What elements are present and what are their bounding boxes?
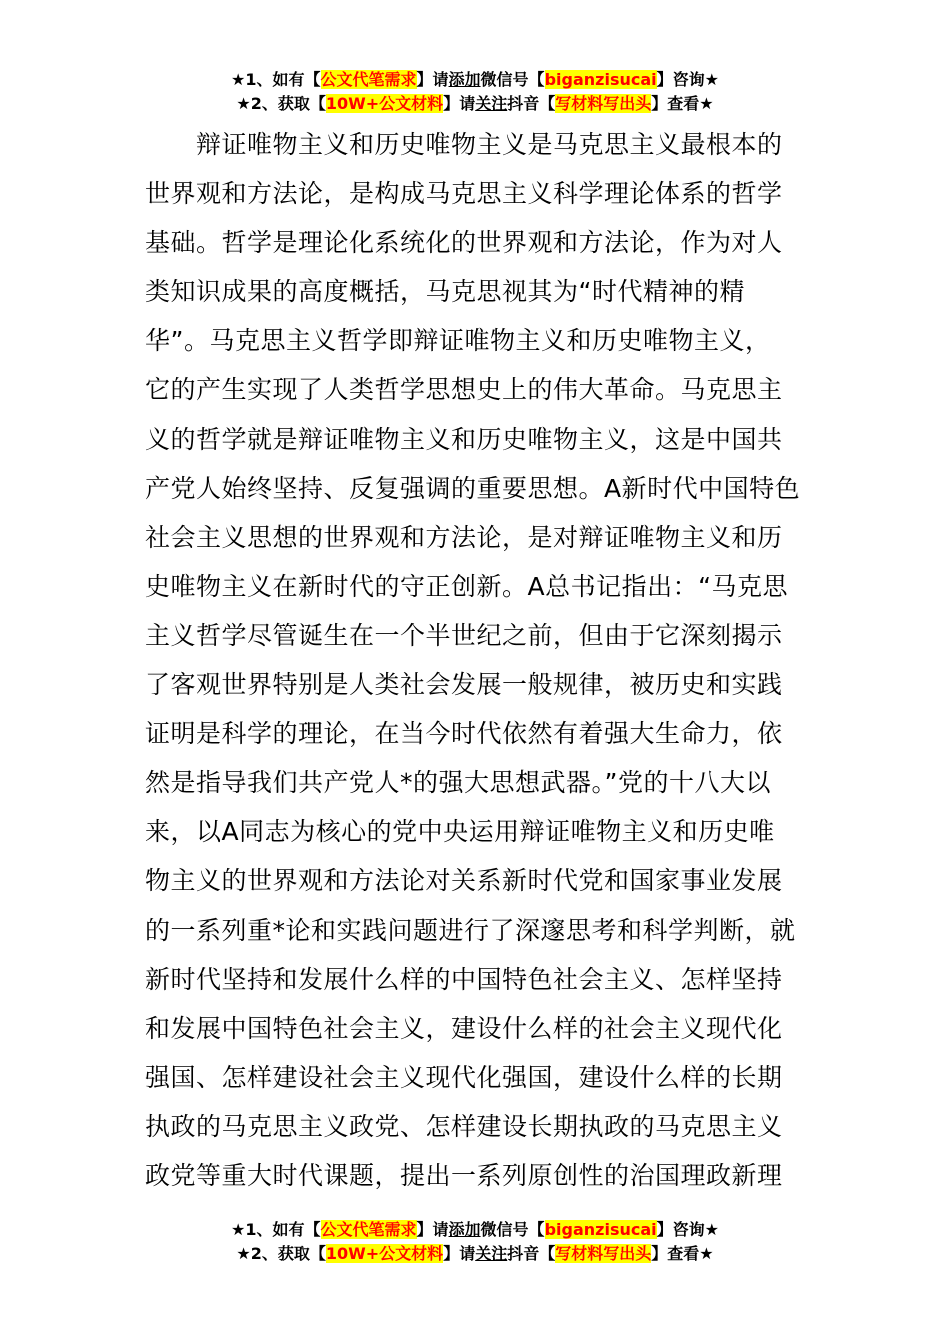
body-line: 社会主义思想的世界观和方法论，是对辩证唯物主义和历: [145, 522, 783, 552]
header-service-highlight: 公文代笔需求: [320, 70, 417, 89]
header-line-1: [0, 68, 950, 92]
body-line: 来，以A同志为核心的党中央运用辩证唯物主义和历史唯: [145, 817, 775, 847]
body-line: 物主义的世界观和方法论对关系新时代党和国家事业发展: [145, 866, 783, 896]
header-line-2-text: 】请: [443, 94, 476, 113]
body-line: 世界观和方法论，是构成马克思主义科学理论体系的哲学: [145, 179, 783, 209]
body-line: 辩证唯物主义和历史唯物主义是马克思主义最根本的: [145, 130, 783, 159]
body-line: 华”。马克思主义哲学即辩证唯物主义和历史唯物主义，: [145, 326, 771, 356]
header-line-2-prefix: ★2、获取【: [236, 94, 326, 113]
header-line-2: [0, 92, 950, 116]
footer-service-highlight: 公文代笔需求: [320, 1220, 417, 1239]
footer-line-1-suffix: 】咨询★: [656, 1220, 719, 1239]
header-follow-emphasis: 关注: [475, 94, 508, 113]
footer-line-2-prefix: ★2、获取【: [236, 1244, 326, 1263]
body-line: 强国、怎样建设社会主义现代化强国，建设什么样的长期: [145, 1062, 783, 1092]
body-line: 执政的马克思主义政党、怎样建设长期执政的马克思主义: [145, 1111, 783, 1141]
footer-line-1-text: 】请: [416, 1220, 449, 1239]
header-line-2-text-2: 抖音【: [507, 94, 556, 113]
body-line: 和发展中国特色社会主义，建设什么样的社会主义现代化: [145, 1013, 783, 1043]
footer-line-1: [0, 1218, 950, 1242]
footer-douyin-account: 写材料写出头: [555, 1244, 652, 1263]
footer-materials-highlight: 10W+公文材料: [325, 1244, 444, 1263]
body-line: 了客观世界特别是人类社会发展一般规律，被历史和实践: [145, 670, 783, 700]
footer-follow-emphasis: 关注: [475, 1244, 508, 1263]
body-line: 产党人始终坚持、反复强调的重要思想。A新时代中国特色: [145, 473, 801, 503]
footer-line-2-suffix: 】查看★: [651, 1244, 714, 1263]
body-line: 它的产生实现了人类哲学思想史上的伟大革命。马克思主: [145, 375, 783, 405]
body-line: 义的哲学就是辩证唯物主义和历史唯物主义，这是中国共: [145, 424, 783, 454]
footer-line-2: [0, 1242, 950, 1266]
header-wechat-id: biganzisucai: [544, 70, 657, 89]
header-line-2-suffix: 】查看★: [651, 94, 714, 113]
body-line: 基础。哲学是理论化系统化的世界观和方法论，作为对人: [145, 228, 783, 258]
body-line: 政党等重大时代课题，提出一系列原创性的治国理政新理: [145, 1160, 783, 1190]
footer-line-1-text-2: 微信号【: [480, 1220, 545, 1239]
header-line-1-text-2: 微信号【: [480, 70, 545, 89]
body-line: 新时代坚持和发展什么样的中国特色社会主义、怎样坚持: [145, 964, 783, 994]
body-line: 类知识成果的高度概括，马克思视其为“时代精神的精: [145, 277, 745, 307]
footer-wechat-id: biganzisucai: [544, 1220, 657, 1239]
body-line: 然是指导我们共产党人*的强大思想武器。”党的十八大以: [145, 768, 771, 798]
header-douyin-account: 写材料写出头: [555, 94, 652, 113]
header-line-1-text: 】请: [416, 70, 449, 89]
document-body: [145, 120, 807, 1200]
footer-line-2-text-2: 抖音【: [507, 1244, 556, 1263]
body-line: 主义哲学尽管诞生在一个半世纪之前，但由于它深刻揭示: [145, 620, 783, 650]
footer-line-1-prefix: ★1、如有【: [231, 1220, 321, 1239]
header-add-emphasis: 添加: [448, 70, 481, 89]
footer-line-2-text: 】请: [443, 1244, 476, 1263]
footer-add-emphasis: 添加: [448, 1220, 481, 1239]
header-banner: [0, 68, 950, 116]
footer-banner: [0, 1218, 950, 1266]
header-line-1-prefix: ★1、如有【: [231, 70, 321, 89]
body-line: 的一系列重*论和实践问题进行了深邃思考和科学判断，就: [145, 915, 796, 945]
header-materials-highlight: 10W+公文材料: [325, 94, 444, 113]
header-line-1-suffix: 】咨询★: [656, 70, 719, 89]
body-line: 证明是科学的理论，在当今时代依然有着强大生命力，依: [145, 719, 783, 749]
body-line: 史唯物主义在新时代的守正创新。A总书记指出：“马克思: [145, 571, 789, 601]
